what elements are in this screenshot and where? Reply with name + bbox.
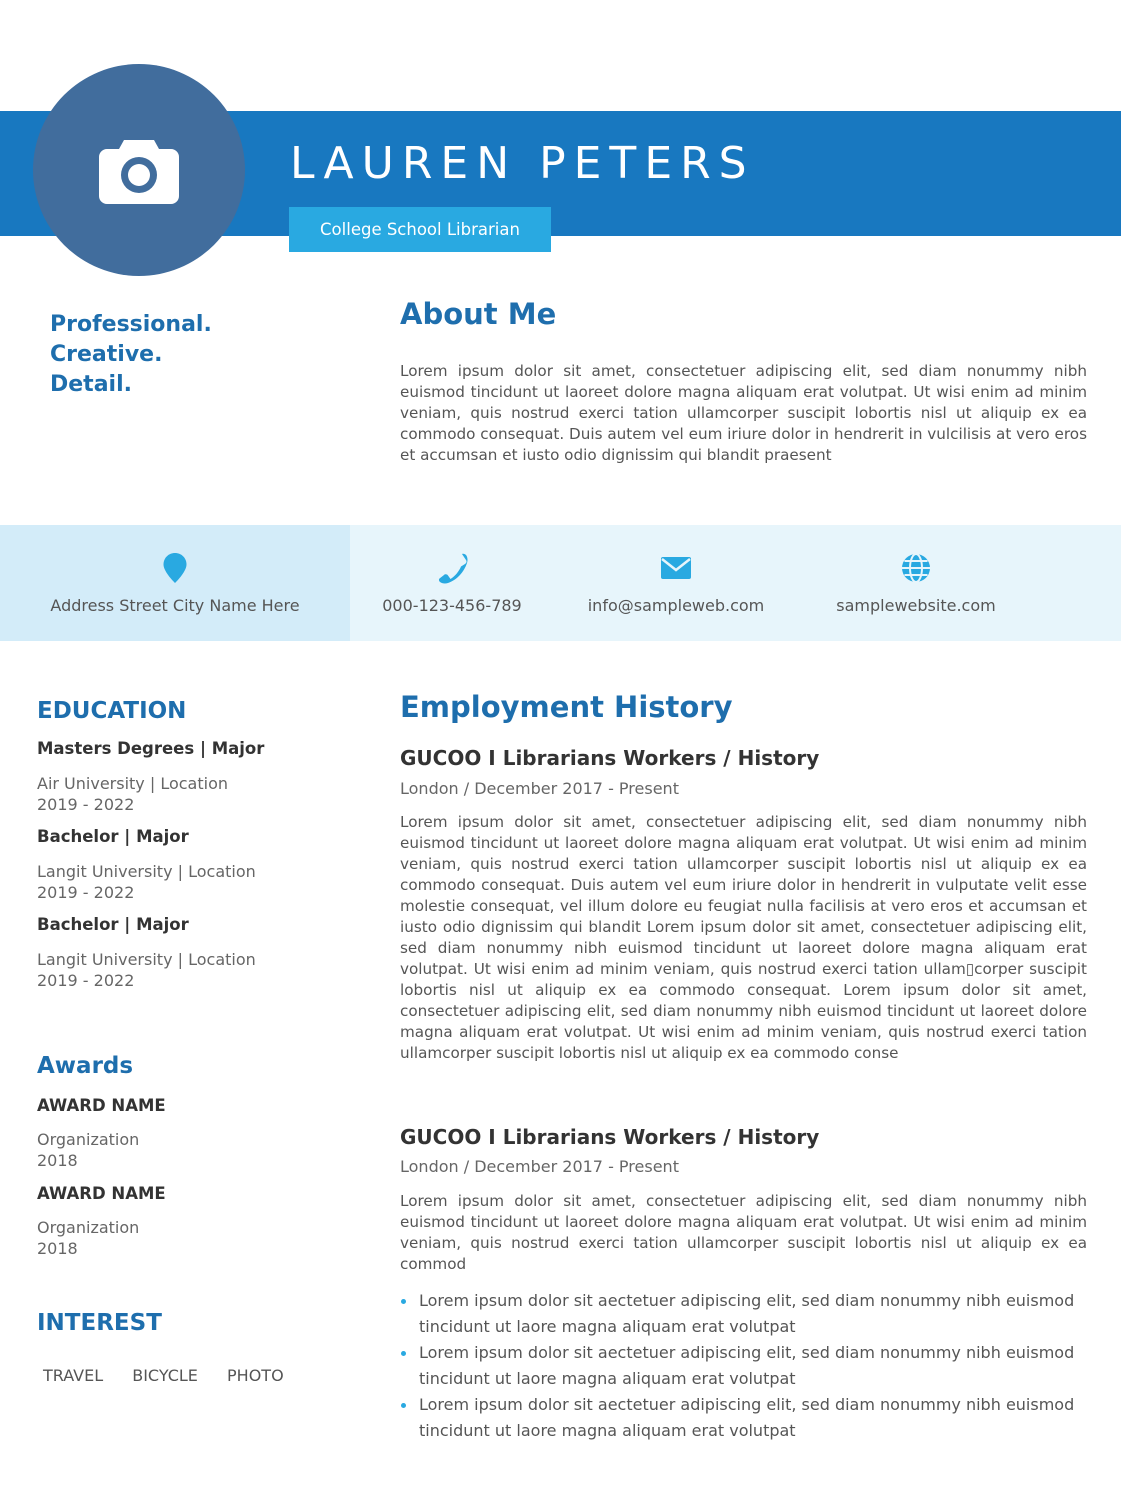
globe-icon <box>900 552 932 584</box>
email-text: info@sampleweb.com <box>587 596 765 615</box>
interest-list <box>43 1366 308 1385</box>
interest-heading: INTEREST <box>37 1310 162 1336</box>
tagline-line: Detail. <box>50 372 132 397</box>
employment-heading: Employment History <box>400 690 733 724</box>
tagline-line: Creative. <box>50 342 163 367</box>
job-description: Lorem ipsum dolor sit amet, consectetuer adipiscing elit, sed diam nonummy nibh euismod tincidunt ut laoreet dolore magna aliquam erat volutpat. Ut wisi enim ad minim veniam, quis nostrud exerci tation ullamcorper suscipit lobortis nisl ut aliquip ex ea commodo consequat. Duis autem vel eum iriure dolor in hendrerit in vulputate velit esse molestie consequat, vel illum dolore eu feugiat nulla facilisis at vero eros et accumsan et iusto odio dignissim qui blandit Lorem ipsum dolor sit amet, consectetuer adipiscing elit, sed diam nonummy nibh euismod tincidunt ut laoreet dolore magna aliquam erat volutpat. Ut wisi enim ad minim veniam, quis nostrud exerci tation ullam▯corper suscipit lobortis nisl ut aliquip ex ea commodo consequat. Lorem ipsum dolor sit amet, consectetuer adipiscing elit, sed diam nonummy nibh euismod tincidunt ut laoreet dolore magna aliquam erat volutpat. Ut wisi enim ad minim veniam, quis nostrud exerci tation ullamcorper suscipit lobortis nisl ut aliquip ex ea commodo conse <box>400 813 1087 1062</box>
education-school: Langit University | Location <box>37 950 256 969</box>
profile-photo-placeholder <box>33 64 245 276</box>
contact-address <box>0 525 350 641</box>
award-year: 2018 <box>37 1151 78 1170</box>
job-title: GUCOO I Librarians Workers / History <box>400 746 820 770</box>
job-bullet-item: Lorem ipsum dolor sit aectetuer adipiscing elit, sed diam nonummy nibh euismod tincidunt ut laore magna aliquam erat volutpat <box>400 1392 1087 1444</box>
phone-icon <box>436 552 468 584</box>
tagline-line: Professional. <box>50 312 212 337</box>
interest-item: PHOTO <box>227 1366 284 1385</box>
education-school: Langit University | Location <box>37 862 256 881</box>
education-years: 2019 - 2022 <box>37 883 135 902</box>
about-text: Lorem ipsum dolor sit amet, consectetuer adipiscing elit, sed diam nonummy nibh euismod tincidunt ut laoreet dolore magna aliquam erat volutpat. Ut wisi enim ad minim veniam, quis nostrud exerci tation ullamcorper suscipit lobortis nisl ut aliquip ex ea commodo consequat. Duis autem vel eum iriure dolor in hendrerit in vulcilisis at vero eros et accumsan et iusto odio dignissim qui blandit praesent <box>400 362 1087 464</box>
interest-item: TRAVEL <box>43 1366 104 1385</box>
education-degree: Masters Degrees | Major <box>37 739 265 758</box>
award-year: 2018 <box>37 1239 78 1258</box>
awards-heading: Awards <box>37 1053 134 1079</box>
camera-icon <box>97 134 181 206</box>
contact-bar <box>0 525 1121 641</box>
phone-text: 000-123-456-789 <box>382 596 522 615</box>
education-degree: Bachelor | Major <box>37 915 189 934</box>
award-organization: Organization <box>37 1218 140 1237</box>
job-bullet-item: Lorem ipsum dolor sit aectetuer adipiscing elit, sed diam nonummy nibh euismod tincidunt ut laore magna aliquam erat volutpat <box>400 1288 1087 1340</box>
education-years: 2019 - 2022 <box>37 795 135 814</box>
website-text: samplewebsite.com <box>836 596 996 615</box>
award-name: AWARD NAME <box>37 1096 166 1115</box>
job-title-badge: College School Librarian <box>289 207 551 252</box>
job-location-date: London / December 2017 - Present <box>400 779 679 798</box>
location-pin-icon <box>159 552 191 584</box>
about-heading: About Me <box>400 297 557 331</box>
job-title: GUCOO I Librarians Workers / History <box>400 1125 820 1149</box>
job-bullet-list <box>400 1288 1087 1444</box>
envelope-icon <box>660 552 692 584</box>
award-name: AWARD NAME <box>37 1184 166 1203</box>
contact-email <box>566 525 786 641</box>
job-bullet-item: Lorem ipsum dolor sit aectetuer adipiscing elit, sed diam nonummy nibh euismod tincidunt ut laore magna aliquam erat volutpat <box>400 1340 1087 1392</box>
contact-website <box>816 525 1016 641</box>
job-location-date: London / December 2017 - Present <box>400 1157 679 1176</box>
interest-item: BICYCLE <box>132 1366 198 1385</box>
education-degree: Bachelor | Major <box>37 827 189 846</box>
education-years: 2019 - 2022 <box>37 971 135 990</box>
education-heading: EDUCATION <box>37 698 187 724</box>
address-text: Address Street City Name Here <box>50 596 300 615</box>
award-organization: Organization <box>37 1130 140 1149</box>
tagline <box>50 310 212 400</box>
education-school: Air University | Location <box>37 774 228 793</box>
job-description: Lorem ipsum dolor sit amet, consectetuer adipiscing elit, sed diam nonummy nibh euismod tincidunt ut laoreet dolore magna aliquam erat volutpat. Ut wisi enim ad minim veniam, quis nostrud exerci tation ullamcorper suscipit lobortis nisl ut aliquip ex ea commod <box>400 1192 1087 1273</box>
candidate-name: LAUREN PETERS <box>290 138 755 189</box>
contact-phone <box>362 525 542 641</box>
